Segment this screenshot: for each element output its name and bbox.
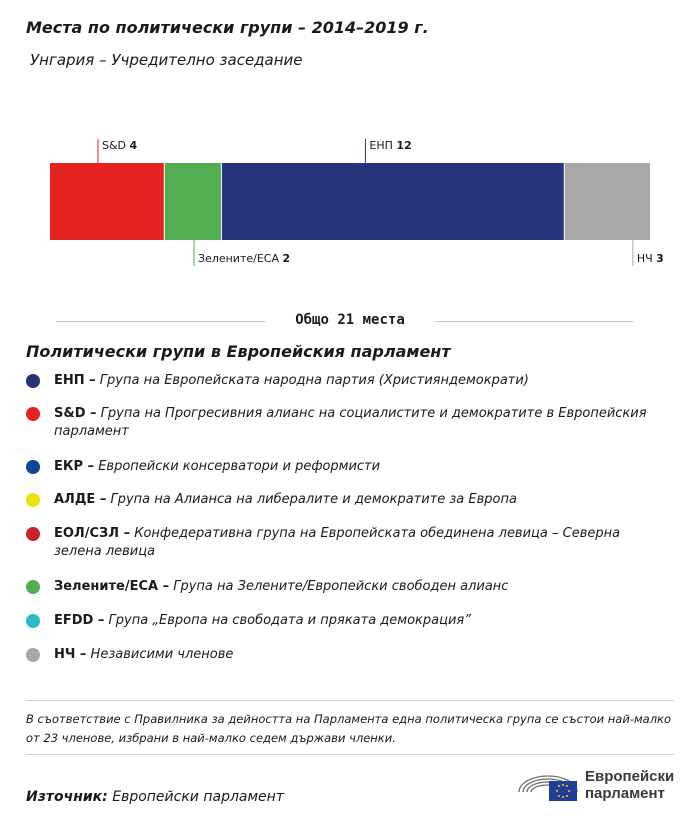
legend-desc: Група на Прогресивния алианс на социалистите и демократите в Европейския парламент (54, 406, 647, 439)
legend-desc: Група на Зелените/Европейски свободен алианс (169, 579, 509, 594)
legend-dot-epp (26, 374, 40, 388)
legend-item-efdd (26, 612, 656, 630)
legend-title: Политически групи в Европейския парламент (26, 342, 451, 361)
legend-dot-ecr (26, 460, 40, 474)
legend-abbr: Зелените/ЕСА – (54, 579, 170, 594)
ep-logo (515, 766, 685, 806)
bar-segment-1 (164, 163, 221, 240)
legend-dot-gue (26, 527, 40, 541)
legend-desc: Конфедеративна група на Европейската обединена левица – Северна зелена левица (54, 526, 621, 559)
note-divider-top (26, 700, 674, 701)
legend-desc: Европейски консерватори и реформисти (94, 459, 381, 474)
data-label-segment-1: Зелените/ЕСА 2 (198, 252, 291, 265)
source-label: Източник: (26, 789, 108, 805)
legend-abbr: S&D – (54, 406, 97, 421)
legend-item-ecr (26, 458, 656, 476)
legend-dot-greens (26, 580, 40, 594)
note-divider-bottom (26, 754, 674, 755)
legend-abbr: EFDD – (54, 613, 105, 628)
legend-item-ni (26, 646, 656, 664)
legend-item-epp (26, 372, 656, 390)
legend-desc: Група на Европейската народна партия (Християндемократи) (95, 373, 529, 388)
legend-desc: Независими членове (86, 647, 234, 662)
legend-dot-sd (26, 407, 40, 421)
legend-item-alde (26, 491, 656, 509)
bar-segment-3 (564, 163, 650, 240)
legend-abbr: АЛДЕ – (54, 492, 107, 507)
legend-abbr: ЕНП – (54, 373, 96, 388)
legend-item-sd (26, 405, 656, 441)
legend-dot-ni (26, 648, 40, 662)
footnote: В съответствие с Правилника за дейността на Парламента една политическа група се състои най-малко от 23 членове, избрани в най-малко седем държави членки. (26, 712, 672, 745)
chart-subtitle: Унгария – Учредително заседание (30, 51, 303, 69)
data-label-segment-2: ЕНП 12 (369, 139, 412, 152)
source-value: Европейски парламент (107, 789, 284, 805)
legend-abbr: ЕОЛ/СЗЛ – (54, 526, 131, 541)
bar-segment-2 (221, 163, 564, 240)
ep-logo-icon (515, 766, 581, 806)
total-seats-label: Общо 21 места (285, 312, 415, 328)
legend-dot-alde (26, 493, 40, 507)
logo-line-2: парламент (585, 785, 665, 802)
bar-segment-0 (50, 163, 164, 240)
legend-abbr: НЧ – (54, 647, 87, 662)
legend-dot-efdd (26, 614, 40, 628)
data-label-segment-3: НЧ 3 (636, 252, 664, 265)
stacked-bar-chart (0, 0, 700, 300)
legend-item-greens (26, 578, 656, 596)
legend-desc: Група „Европа на свободата и пряката демокрация” (104, 613, 471, 628)
legend-desc: Група на Алианса на либералите и демократите за Европа (106, 492, 517, 507)
total-seats (0, 312, 700, 328)
chart-title: Места по политически групи – 2014–2019 г. (26, 18, 429, 37)
logo-line-1: Европейски (585, 768, 675, 785)
source-line (26, 789, 284, 805)
legend-abbr: ЕКР – (54, 459, 95, 474)
data-label-segment-0: S&D 4 (102, 139, 138, 152)
legend-item-gue (26, 525, 656, 561)
